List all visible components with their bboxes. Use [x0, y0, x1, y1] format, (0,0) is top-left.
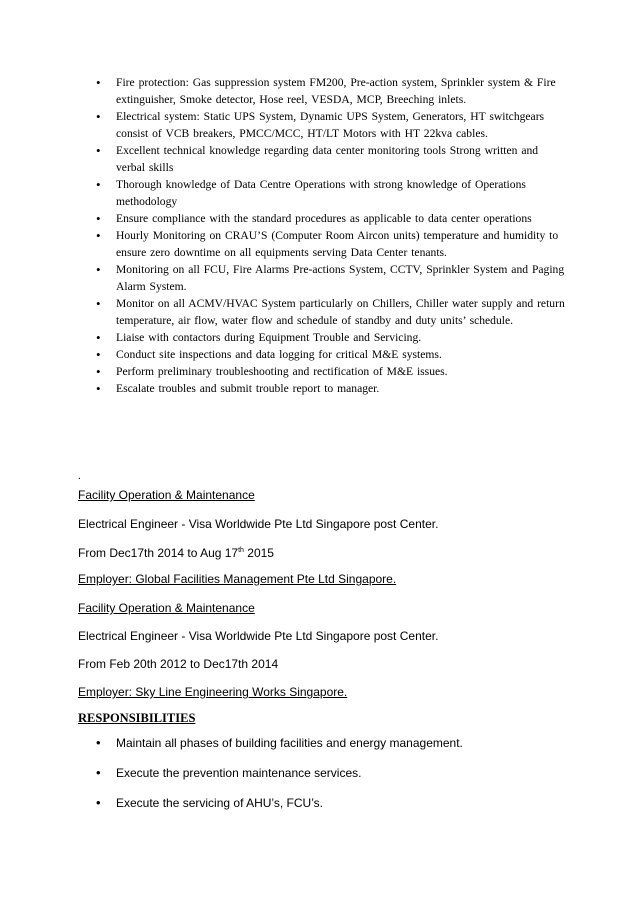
job2-role: Electrical Engineer - Visa Worldwide Pte Ltd Singapore post Center. [78, 629, 439, 643]
job1-role: Electrical Engineer - Visa Worldwide Pte Ltd Singapore post Center. [78, 517, 439, 531]
list-item: • Execute the prevention maintenance services. [96, 765, 566, 781]
list-item: • Excellent technical knowledge regarding data center monitoring tools Strong written and verbal skills [96, 142, 566, 176]
list-item: • Conduct site inspections and data logging for critical M&E systems. [96, 346, 566, 363]
list-item: • Execute the servicing of AHU’s, FCU’s. [96, 795, 566, 811]
list-item: • Ensure compliance with the standard procedures as applicable to data center operations [96, 210, 566, 227]
list-item: • Perform preliminary troubleshooting and rectification of M&E issues. [96, 363, 566, 380]
list-item: • Hourly Monitoring on CRAU’S (Computer Room Aircon units) temperature and humidity to ensure zero downtime on all equipments serving Data Center tenants. [96, 227, 566, 261]
job1-dates-prefix: From Dec17th 2014 to Aug 17 [78, 546, 239, 560]
list-item: • Monitoring on all FCU, Fire Alarms Pre-actions System, CCTV, Sprinkler System and Paging Alarm System. [96, 261, 566, 295]
list-item: • Liaise with contactors during Equipment Trouble and Servicing. [96, 329, 566, 346]
job1-dates [78, 545, 274, 561]
list-item: • Escalate troubles and submit trouble report to manager. [96, 380, 566, 397]
list-item: • Maintain all phases of building facilities and energy management. [96, 735, 566, 751]
job1-dates-sup: th [238, 547, 244, 554]
job1-dates-suffix: 2015 [243, 546, 274, 560]
job1-section-heading: Facility Operation & Maintenance [78, 488, 255, 502]
list-item: • Thorough knowledge of Data Centre Operations with strong knowledge of Operations methodology [96, 176, 566, 210]
stray-mark: . [78, 470, 81, 482]
job1-employer: Employer: Global Facilities Management Pte Ltd Singapore. [78, 572, 397, 586]
job2-section-heading: Facility Operation & Maintenance [78, 601, 255, 615]
responsibilities-heading: RESPONSIBILITIES [78, 711, 196, 725]
list-item: • Fire protection: Gas suppression system FM200, Pre-action system, Sprinkler system & Fire extinguisher, Smoke detector, Hose reel, VESDA, MCP, Breeching inlets. [96, 74, 566, 108]
skills-bullet-list [96, 74, 566, 397]
list-item: • Monitor on all ACMV/HVAC System particularly on Chillers, Chiller water supply and return temperature, air flow, water flow and schedule of standby and duty units’ schedule. [96, 295, 566, 329]
job2-employer: Employer: Sky Line Engineering Works Singapore. [78, 685, 348, 699]
list-item: • Electrical system: Static UPS System, Dynamic UPS System, Generators, HT switchgears consist of VCB breakers, PMCC/MCC, HT/LT Motors with HT 22kva cables. [96, 108, 566, 142]
job2-dates: From Feb 20th 2012 to Dec17th 2014 [78, 657, 279, 671]
responsibilities-list [96, 735, 566, 825]
